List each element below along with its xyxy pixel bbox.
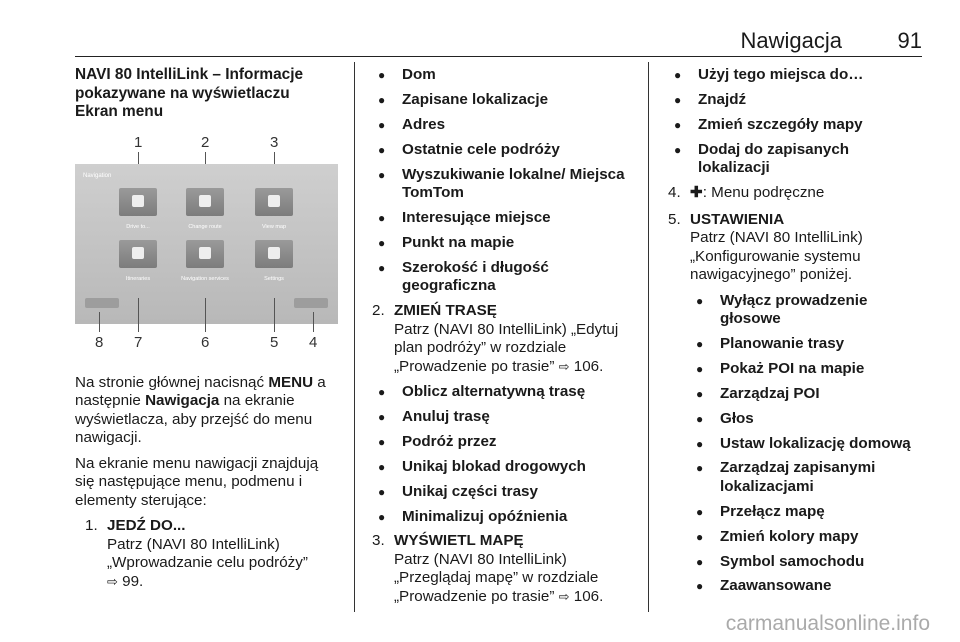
list-item: ● Minimalizuj opóźnienia xyxy=(372,508,640,527)
navigation-services-tile xyxy=(186,240,224,268)
page-number: 91 xyxy=(897,28,922,53)
settings-tile xyxy=(255,240,293,268)
column-divider xyxy=(648,62,649,612)
callout-number: 6 xyxy=(201,333,210,351)
change-route-tile xyxy=(186,188,224,216)
page-reference-icon: ⇨ xyxy=(558,588,570,604)
callout-number: 5 xyxy=(270,333,279,351)
bullet-list xyxy=(372,66,640,296)
list-item: ● Dom xyxy=(372,66,640,85)
list-item: ● Przełącz mapę xyxy=(690,503,920,522)
view-map-tile xyxy=(255,188,293,216)
itinerary-icon xyxy=(132,247,144,259)
list-item: ● Dodaj do zapisanych lokalizacji xyxy=(668,141,920,178)
navigation-menu-figure xyxy=(75,134,338,356)
header-rule xyxy=(75,56,922,57)
list-item: ● Szerokość i długość geograficzna xyxy=(372,259,640,296)
bullet-list xyxy=(372,383,640,526)
callout-number: 2 xyxy=(201,133,210,151)
bullet-list xyxy=(668,66,920,178)
list-item: ● Unikaj blokad drogowych xyxy=(372,458,640,477)
section-heading: NAVI 80 IntelliLink – Informacje pokazywane na wyświetlaczu Ekran menu xyxy=(75,66,304,120)
watermark: carmanualsonline.info xyxy=(725,612,930,635)
person-icon xyxy=(132,195,144,207)
section-title: Nawigacja xyxy=(740,28,842,53)
list-item: ● Znajdź xyxy=(668,91,920,110)
list-item: ● Zarządzaj zapisanymi lokalizacjami xyxy=(690,459,920,496)
map-icon xyxy=(268,195,280,207)
page-reference-icon: ⇨ xyxy=(558,358,570,374)
options-button-image xyxy=(294,298,328,308)
numbered-item-1: 1. JEDŹ DO... Patrz (NAVI 80 IntelliLink) „Wprowadzanie celu podróży” ⇨ 99. xyxy=(85,517,308,590)
list-item: ● Planowanie trasy xyxy=(690,335,920,354)
list-item: ● Zmień kolory mapy xyxy=(690,528,920,547)
plus-icon: ✚ xyxy=(690,184,703,202)
services-icon xyxy=(199,247,211,259)
numbered-item-3: 3. WYŚWIETL MAPĘ Patrz (NAVI 80 IntelliLink) „Przeglądaj mapę” w rozdziale „Prowadzenie po trasie” ⇨ 106. xyxy=(372,532,604,605)
menu-list-intro: Na ekranie menu nawigacji znajdują się następujące menu, podmenu i elementy sterujące: xyxy=(75,454,319,509)
column-1 xyxy=(75,66,341,598)
callout-line xyxy=(274,298,275,332)
callout-line xyxy=(205,298,206,332)
list-item: ● Użyj tego miejsca do… xyxy=(668,66,920,85)
itineraries-tile xyxy=(119,240,157,268)
callout-number: 8 xyxy=(95,333,104,351)
list-item: ● Interesujące miejsce xyxy=(372,209,640,228)
list-item: ● Głos xyxy=(690,410,920,429)
list-item: ● Zaawansowane xyxy=(690,577,920,596)
list-item: ● Wyłącz prowadzenie głosowe xyxy=(690,292,920,329)
callout-number: 7 xyxy=(134,333,143,351)
list-item: ● Zapisane lokalizacje xyxy=(372,91,640,110)
list-item: ● Ustaw lokalizację domową xyxy=(690,435,920,454)
list-item: ● Zarządzaj POI xyxy=(690,385,920,404)
numbered-item-4: 4. ✚: Menu podręczne xyxy=(668,184,825,202)
callout-line xyxy=(313,312,314,332)
column-divider xyxy=(354,62,355,612)
list-item: ● Adres xyxy=(372,116,640,135)
intro-paragraph: Na stronie głównej nacisnąć MENU a następnie Nawigacja na ekranie wyświetlacza, aby przejść do menu nawigacji. xyxy=(75,373,326,446)
list-item: ● Ostatnie cele podróży xyxy=(372,141,640,160)
list-item: ● Unikaj części trasy xyxy=(372,483,640,502)
column-2 xyxy=(372,66,640,613)
numbered-item-2: 2. ZMIEŃ TRASĘ Patrz (NAVI 80 IntelliLink) „Edytuj plan podróży” w rozdziale „Prowadzenie po trasie” ⇨ 106. xyxy=(372,302,619,375)
route-icon xyxy=(199,195,211,207)
screen-image: Navigation Drive to... Change route View map Itineraries Navigation services Settings xyxy=(75,164,338,324)
back-button-image xyxy=(85,298,119,308)
list-item: ● Pokaż POI na mapie xyxy=(690,360,920,379)
callout-number: 3 xyxy=(270,133,279,151)
list-item: ● Podróż przez xyxy=(372,433,640,452)
list-item: ● Anuluj trasę xyxy=(372,408,640,427)
callout-line xyxy=(138,298,139,332)
gear-icon xyxy=(268,247,280,259)
numbered-item-5: 5. USTAWIENIA Patrz (NAVI 80 IntelliLink) „Konfigurowanie systemu nawigacyjnego” poniżej. xyxy=(668,210,863,284)
column-3 xyxy=(668,66,920,602)
screen-title: Navigation xyxy=(83,172,112,179)
page-header xyxy=(75,10,922,53)
list-item: ● Wyszukiwanie lokalne/ Miejsca TomTom xyxy=(372,166,640,203)
drive-to-tile xyxy=(119,188,157,216)
page-reference-icon: ⇨ xyxy=(107,573,118,589)
bullet-list xyxy=(690,292,920,596)
list-item: ● Punkt na mapie xyxy=(372,234,640,253)
callout-number: 1 xyxy=(134,133,143,151)
list-item: ● Oblicz alternatywną trasę xyxy=(372,383,640,402)
list-item: ● Symbol samochodu xyxy=(690,553,920,572)
callout-number: 4 xyxy=(309,333,318,351)
list-item: ● Zmień szczegóły mapy xyxy=(668,116,920,135)
callout-line xyxy=(99,312,100,332)
